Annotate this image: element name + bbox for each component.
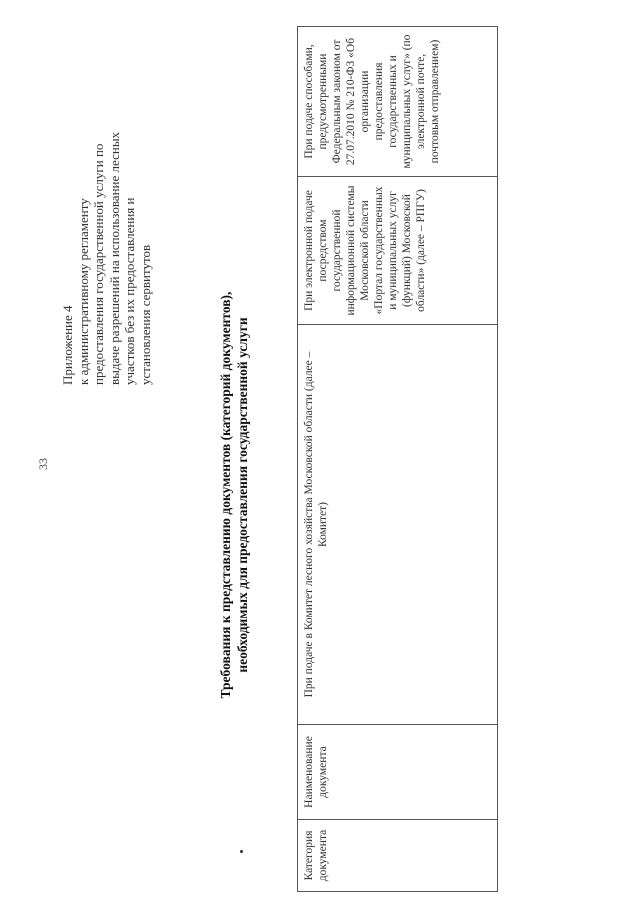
- document-title: [217, 205, 251, 785]
- stray-dot: [240, 850, 243, 853]
- appendix-note: [60, 5, 153, 385]
- appendix-line: к административному регламенту: [75, 198, 91, 385]
- header-category: Категория документа: [298, 820, 498, 892]
- header-electronic-submission: При электронной подаче посредством государственной информационной системы Московской области «Портал государственных и муниципальных услуг (функций) Московской области» (далее – РПГУ): [298, 177, 498, 325]
- appendix-line: установления сервитутов: [137, 244, 153, 385]
- requirements-table: [297, 26, 498, 892]
- appendix-line: Приложение 4: [60, 305, 75, 385]
- header-other-submission: При подаче способами, предусмотренными Федеральным законом от 27.07.2010 № 210-ФЗ «Об организации предоставления государственных и муниципальных услуг» (по электронной почте, почтовым отправлением): [298, 27, 498, 177]
- appendix-line: предоставления государственной услуги по: [91, 143, 106, 385]
- title-line-1: Требования к представлению документов (категорий документов),: [218, 291, 233, 699]
- appendix-line: участков без их предоставления и: [122, 197, 137, 385]
- page-number: 33: [36, 458, 50, 470]
- appendix-line: выдаче разрешений на использование лесных: [106, 131, 122, 385]
- header-committee-submission: При подаче в Комитет лесного хозяйства Московской области (далее – Комитет): [298, 325, 498, 725]
- header-document-name: Наименование документа: [298, 725, 498, 820]
- title-line-2: необходимых для предоставления государственной услуги: [235, 317, 250, 673]
- table-header-row: [298, 27, 498, 892]
